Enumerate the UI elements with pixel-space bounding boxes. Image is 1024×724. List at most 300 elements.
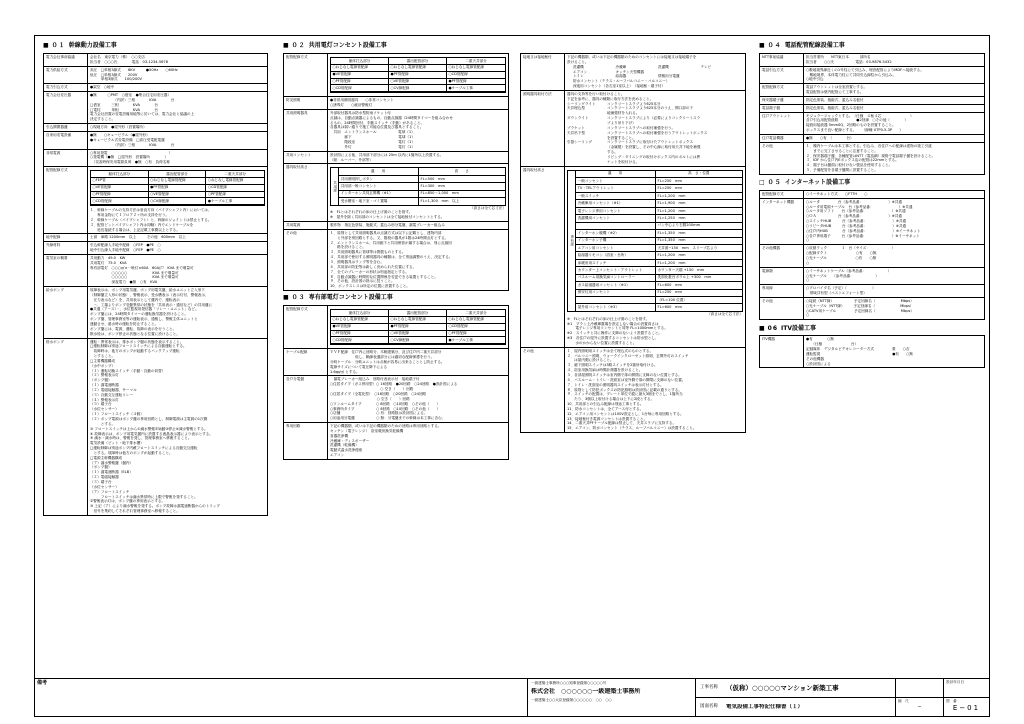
appliance-item: 洗濯機 [658,64,669,69]
spec-line: ○ＯＡ 台（参考品番： ）※共通 [806,214,902,219]
drawing-sheet [34,35,990,717]
height-item: 共用部一般コンセント [339,183,419,189]
height-value: FL=1,350 mm [657,238,686,243]
spec-value [88,132,267,149]
grid-cell: ○ねじなし電線管配線 [331,317,389,324]
spec-note: ※3 各住戸の屋外に設置するコンセントは防水型とし、 [567,336,659,341]
spec-line: 15．エアコン、防水コンセント（テラス、ルーフバルコニー）は設置すること。 [567,426,697,431]
grid-cell: ○PF管配線 [447,331,505,338]
office-registration: 一級建築士事務所○○○知事登録第○○○○○号 [531,681,607,685]
spec-value [88,124,267,131]
spec-label: ケーブル配線 [284,349,328,375]
spec-line: 引込幹配線人手地中配線 ○FEP ●PE ○ [90,243,161,248]
spec-row [44,123,267,131]
spec-value [88,242,267,254]
spec-row [44,233,267,241]
spec-value [804,84,984,96]
spec-row [760,96,984,104]
column-4 [759,42,985,368]
height-item: 冷蔵庫用コンセント（※1） [576,200,656,206]
spec-value [88,92,267,123]
appliance-item: トイレ [573,74,584,79]
spec-note: ※2 スイッチと共に操作に支障のないよう設置すること。 [567,331,662,336]
section-06-table [759,335,985,368]
height-value: FL=1,200 mm [657,253,686,258]
spec-row [284,163,508,221]
spec-label: 接地又は接地極付 [521,54,565,90]
grid-header: 躯体打込部分 [331,310,389,317]
grid-cell: ○ねじなし電線管配線 [389,65,447,72]
spec-label: 共用照明器具 [284,110,328,151]
fixture-type: 天井埋込型 [567,106,585,111]
spec-line: ○ 空き（ ）回路 [330,387,414,392]
section-04-table [759,53,985,175]
height-row [576,266,742,273]
spec-line: ○ 空き（ ）回路 [330,396,410,401]
height-value: FL=250 mm [657,178,683,183]
spec-row [44,286,267,337]
spec-label: 照明器具取付方法 [521,91,565,166]
spec-row [44,91,267,123]
spec-line: ７．トイレ・洗面室の照明器具スイッチは表示灯付とする。 [567,382,664,387]
spec-line: 記録媒体 デジタルビデオレコーダー方式 要 ○否 [806,346,910,351]
height-item: 保安灯用コンセント [576,290,656,296]
grid-header: 露出配管部分 [389,310,447,317]
spec-line: ○事務所タイプ ○ 8回路 ○10回路 ○その他（ ） [330,406,441,411]
spec-line: 冷蔵庫・ディスポーザー [330,438,370,443]
spec-line: （ポンプ盤） [90,378,112,383]
spec-line: （５）端子台 [90,402,112,407]
spec-line: １．屋内照明用スイッチは全て埋込式のものとする。 [567,348,654,353]
spec-line: エアコン [330,453,345,458]
spec-value [804,97,984,104]
spec-line: １．棟内ケーブルは本工事とする。引込み、各住戸への配線は建物の竣工引渡 [806,143,932,148]
spec-line: ８．自動点滅器に時間的な位置関係を変更できる装置とすること。 [330,274,438,279]
spec-line: （３）自動交互運転リレー [90,392,134,397]
height-row [576,214,742,221]
project-label: 工事名称 [700,684,718,690]
spec-line: 敷地境界、本体電力柱にて共同引込線柱から引込み。 [806,72,897,77]
architect-registration: 一級建築士○○大臣登録第○○○○○○ ○○ ○○ [531,697,612,702]
spec-value [328,222,508,229]
spec-label: 配管配線方式 [760,191,804,198]
grid-cell: ○VE管配線 [389,79,447,86]
spec-value [565,54,745,90]
grid-cell: ○PF管配線 [331,331,389,338]
spec-row [284,348,508,375]
spec-line: ④ 故障表示は、ポンプ用電気盤内に設置する液晶表示器により表示とする。 [90,431,213,436]
spec-line: 階段室 電灯（1） [330,139,415,144]
spec-line: 洗濯機（乾燥機） [330,443,359,448]
spec-value [88,150,267,167]
spec-line: （除：ルーバー、外部等） [330,157,373,162]
appliance-item: テレビ [700,64,712,69]
height-table [567,170,743,312]
spec-line: フロートスイッチは満水異常時に上限で警報を発すること。 [90,494,198,499]
fixture-method: を設置すること。 [607,135,636,140]
spec-row [44,338,267,515]
spec-line: ●非常用照明器具 ○非常コンセント [330,98,394,103]
fixture-type: 引掛シーリング [567,140,593,145]
spec-line: 高圧 □単相3線式 6KV ●50Hz ○60Hz [90,67,178,72]
spec-label: その他 [760,298,804,319]
spec-line: 下記を参考に、器具の種類に取付方法を決めること。 [567,96,654,101]
square-mark-icon: ■ [759,324,765,332]
spec-line: （内訳）三相 KVA 台 [90,97,175,102]
spec-value [804,105,984,112]
spec-line: 電話配管は壁内配管にて工事する。 [806,90,864,95]
spec-label: 配管配線方式 [284,54,328,96]
spec-row [760,142,984,174]
spec-row [760,297,984,319]
spec-line: ６．共用部の防犯等は新しく決められた位置にする。 [330,264,417,269]
spec-value [565,91,745,166]
height-value: FL=250 mm [657,290,683,295]
spec-label: 地中配線 [44,234,88,241]
spec-line: 故障時は、他方のポンプが起動するバックアップ運転 [90,349,180,354]
height-item: 電子レンジ専用コンセント [576,208,656,214]
spec-line: 製作物 指定色塗装、施錠式、蓋込み形分電盤、漏電ブレーカー組込み [330,223,445,228]
spec-line: 外灯 電灯（1） [330,144,415,149]
height-row [576,289,742,296]
spec-line: 土被 車路 1200mm 以上 その他 600mm 以上 [90,235,186,240]
height-header-row [576,171,742,177]
fixture-method: コンクリートスラブより625本分のうえ、開口部の下 [607,106,694,111]
spec-label: 電線類 [760,268,804,285]
grid-cell: ○ねじなし電線管配線 [206,178,264,185]
spec-label: 電力引込方式 [44,84,88,91]
wiring-method-grid [330,57,506,93]
height-note: （高さは全て芯寸法） [470,205,506,210]
spec-line: ○住居タイプ（ガス併用型）○ 16回路 ●20回路 ○24回路 ●設計図による [330,382,458,387]
grid-header: 露出配管部分 [149,171,207,178]
spec-line: 故障表示は、ポンプ用電気盤、ポンプ用電気盤、給水ユニット立入形下 [90,288,205,293]
fixture-method: ブより吊り下げ） [607,120,636,125]
spec-line: （水中ポンプ） [90,363,116,368]
grid-header: 二重天井部分 [447,310,505,317]
height-row [576,207,742,214]
title-block [35,678,989,716]
spec-line: 指定色塗装、施錠式、蓋込み名板付 [806,97,864,102]
height-value: FL=1,350 mm [657,230,686,235]
height-item [576,223,656,229]
project-name: （仮称）○○○○○マンション新築工事 [726,683,839,692]
grid-header: 二重天井部分 [206,171,264,178]
spec-line: と外部を別回路とする。又、階段の器具が1階は24時間点灯とする。 [330,235,449,240]
spec-row [760,83,984,96]
spec-row [284,54,508,96]
section-05-table [759,190,985,320]
spec-value [565,348,745,432]
appliance-item: 洗濯機 [573,64,584,69]
spec-line: 器具の支持等を行い取付けること。 [567,91,625,96]
spec-value [88,339,267,515]
height-value: FL=850～1,000 mm [420,191,459,196]
spec-row [521,54,745,90]
spec-line: 〜、工場よりポンプ変動異常の状態を「共用表示・通信など）の共用盤に [90,302,213,307]
grid-cell: ○CV線配線 [389,85,447,92]
spec-value [328,376,508,422]
spec-line: は屋内側に設けること。 [567,358,614,363]
spec-value [88,67,267,84]
height-row [576,222,742,229]
spec-line: （内訳）三相 KVA 台 [90,142,175,147]
section-01-table [43,53,268,516]
spec-line: その他機器 [806,356,824,361]
spec-label: 電力供給方式 [44,67,88,84]
remarks-label: 備考 [37,680,48,686]
spec-label: NTT事前協議 [760,54,804,66]
spec-value [88,54,267,66]
spec-line: ＶＶＦ配線 住戸内に回路分、木軸建築分、及び住戸内二重天井部分 [330,350,442,355]
spec-label: 住戸アウトレット [760,113,804,134]
spec-line: （２）ポンプ電源はポンプ盤の専用回路とし、制御電源は主電源の1次側 [90,417,208,421]
spec-value [804,199,984,245]
spec-label: 各戸分電盤 [284,376,328,422]
height-value: FL=1,200 mm [657,193,686,198]
spec-line: 電気設備（ビット・地下排水槽） [90,441,144,446]
height-row [576,281,742,288]
grid-cell: ○CD管配線 [331,337,389,344]
spec-label: 電話端子盤 [760,105,804,112]
height-row [576,251,742,258]
spec-line: ○地中引込 [806,77,824,82]
height-table [330,167,506,205]
spec-label: 電話引込方式 [760,67,804,84]
spec-label: 器具取付高さ [284,164,328,221]
spec-row [44,241,267,254]
spec-line: ３．廊下照明スイッチは3路スイッチを2箇所取付ける。 [567,363,658,368]
height-item: 共用照明押しボタン [339,176,419,182]
spec-label: 防災照明 [284,97,328,109]
height-item: TV・TELアウトレット [576,185,656,191]
spec-line: 下記の機器類、或いは下記の機器類のための回路は専用回路とする。 [330,424,442,429]
scale-label: 縮 尺 [898,699,909,703]
spec-line: 各器具は弱い通りで施工可能な位置及び器具とすること。 [330,125,424,130]
grid-cell: ○CD管配線 [91,198,149,205]
spec-line: までに完了させることに注意すること。 [806,148,878,153]
fixture-row [567,160,743,165]
spec-line: ○設計図による [806,361,831,366]
grid-cell: ○CD管配線 [331,85,389,92]
spec-line: ●無 ○有 （ 台） [806,135,854,140]
height-item: エアコン用コンセント [576,245,656,251]
spec-line: ⑤ 満水・減水時は、警報を発し、管理事務室へ移報すること。 [90,436,192,441]
spec-line: ○○○○○ KVA まで増量可 [90,275,179,280]
height-item: 屋外用コンセント（※3） [576,304,656,310]
spec-line: 共用電灯 75.0 KVA [90,260,127,265]
spec-line: ○誘導灯 ○統計警報灯 [330,103,373,108]
spec-line: ○リピータHUB 台（参考品番： ）※共通 [806,223,907,228]
spec-value [88,234,267,241]
spec-value [804,245,984,266]
spec-line: （１）漏電遮断器 [90,383,119,388]
spec-row [760,134,984,142]
spec-line: ●無 ○キュービクル（●屋外形） [90,132,150,137]
grid-cell: ●ケーブル工事 [447,85,505,92]
spec-value [804,135,984,142]
spec-line: ２．エントランスホール、共用廊下と共用保管が属する場合は、別に点滅回 [330,240,452,245]
grid-cell: ●PF管配線 [389,324,447,331]
grid-cell: ●VE管配線 [331,72,389,79]
square-mark-icon: ■ [283,294,289,302]
spec-line: ○ [806,238,810,243]
spec-line: ８．原則として防犯ボックスの防犯照明は設計図に記載の通りとする。 [567,387,682,392]
spec-line: ○光ケーブル （参考品番： ） [806,273,879,278]
fixture-type: シーリングライト [567,101,596,106]
height-item: 床暖房用スイッチ [576,260,656,266]
spec-line: ６．バスルーム・トイレ・洗面室は室外側で扉の開閉に支障のない位置。 [567,377,686,382]
spec-value [328,97,508,109]
height-item [576,297,656,303]
spec-line: ●無 ○PMT ○借室 ●集合住宅用変圧器） [90,93,172,98]
spec-value [328,164,508,221]
grid-header: 二重天井部分 [447,58,505,65]
spec-row [760,191,984,198]
spec-line: 帯域共有型（ベストエフォート型） [806,291,867,296]
spec-line: ４．共用部で使用する照明器具の種類は、全て別途調整のうえ、決定する。 [330,255,453,260]
grid-cell: ●ケーブル工事 [447,337,505,344]
wiring-method-grid [330,309,506,345]
spec-value [88,84,267,91]
spec-row [44,131,267,149]
spec-row [760,54,984,66]
fixture-method: （金属製）を設置し、その中心線に取付用天井下地を補強 [607,145,701,150]
spec-label: 住戸電話機器 [760,135,804,142]
spec-value [328,110,508,151]
spec-line: モジュラージャックとする。（仕様 ４極４芯 ） [806,113,914,118]
spec-line: □運転制御は別途ポンプ内蔵フロートスイッチによる自動交互運転 [90,446,198,451]
spec-line: ○接続（NTT線） 予定回線名（ Mbps） [806,298,914,303]
appliance-item: 深夜用コンセント（各衣室1室以上） （接地極・端子付） [573,84,666,89]
spec-line: 廊下 電球（1） [330,135,415,140]
spec-line: ○ルータ 台（参考品番： ）※共通 [806,199,902,204]
spec-value [328,54,508,96]
grid-header: 躯体打込部分 [91,171,149,178]
spec-line: とすること。 [90,354,116,359]
fixture-method: ナットを取付ける。 [607,159,640,164]
height-item: ガス給湯器用コンセント（※1） [576,282,656,288]
grid-cell: ○PF管配線 [331,79,389,86]
section-02-title: ■ ０２ 共用電灯コンセント設備工事 [283,42,387,50]
appliance-item: 給湯器 [615,74,627,79]
spec-line: （災害時保安用電源負荷 ●無 ○有 負荷名称 [90,160,170,165]
spec-row [284,306,508,348]
grid-cell: ○ねじなし電線管配線 [149,178,207,185]
spec-row [284,109,508,151]
spec-note: １．幹線ケーブルの支持方法は垂直方向（パイプシャフト内）においては、 [90,208,212,213]
spec-line: （２）電磁接触器 [90,475,119,480]
spec-line: 1.6㎜/㎡ とする。 [330,369,360,374]
fixture-method: コンクリートスラブにより（必要によりコンクリートスラ [607,116,701,121]
height-item: 受水槽室・地下室・ゴミ置場 [339,198,419,204]
spec-note: 決定すること。 [90,117,116,122]
height-row [339,197,505,204]
height-row [576,229,742,236]
date-label: 設計年月日 [946,680,964,684]
spec-line: ２．保安器端子盤、各種配管はNTT（電話網）規格で電話端子盤を設けること。 [806,153,936,158]
appliance-item: 情報用分電盤 [658,74,680,79]
spec-line: （ア）漏水警報盤（盤内） [90,460,134,465]
spec-row [44,66,267,84]
spec-line: ２．バルコニー照明、ウォークインクローゼット照明、玄関外灯のスイッチ [567,353,689,358]
spec-line: 電線サイズについて電圧降下による [330,364,388,369]
spec-line: 設けること。 [567,59,589,64]
spec-line: 圧力表示など）を、共用表示として盤内で、運転表示 [90,297,180,302]
grid-cell: ○VE管配線 [91,185,149,192]
height-item: 給湯器リモコン（浴室・台所） [576,252,656,258]
spec-row [44,54,267,66]
spec-row [521,90,745,166]
spec-line: ５．各部屋照明スイッチは室内側で扉の開閉に支障のない位置とする。 [567,373,682,377]
grid-cell: ●PF管配線 [149,185,207,192]
spec-line: ○CATV用ケーブル 予定回線名（ Mbps） [806,308,914,313]
spec-row [284,221,508,229]
spec-line: ９．その他、設計図の指示に従うこと。 [330,279,395,284]
spec-line: るもの、24時間回付、手動スイッチ（手動）があること。 [330,120,425,125]
spec-value [804,336,984,367]
fixture-type: 天井吊下型 [567,130,585,135]
spec-line: ポンプ盤、管理事務室等の運転表示、通報し、警報主体ユニットと [90,317,198,322]
spec-label: 排水ポンプ [44,339,88,515]
height-side-label: 専有部 [567,170,575,312]
spec-line: ○イーサネットケーブル（参考品番： ） [806,268,892,273]
spec-line: ９．スイッチの配置は、プレート単位で縦に最大3個までとし、1箇所当 [567,392,683,397]
spec-row [44,83,267,91]
column-1 [43,42,268,516]
spec-label: その他 [284,230,328,290]
spec-line: 散水栓は、ポンプ停止の状態となる位置に設けること。 [90,331,180,336]
spec-value [565,167,745,347]
spec-line: ○用途用分電盤 ○ 無：分電盤までの幹線は本工事に含む。 [330,416,446,421]
spec-line: 10．共用部との引込み配線は別途工事とする。 [567,402,644,407]
height-item: 洗濯機用コンセント [576,215,656,221]
spec-label: インターネット機器 [760,199,804,245]
spec-line: 下記の機器類、或いは下記の機器類のためのコンセントには接地又は接地端子を [567,55,697,59]
height-item: 一般スイッチ [576,193,656,199]
height-value: パン中心より右側200mm [657,223,701,228]
spec-line: 設計図による他、共用部下部分には 25m 以内に1箇所以上設置する。 [330,152,444,157]
spec-line: ○光ケーブル ○有 ○無 [806,256,877,260]
column-3 [520,53,746,433]
spec-note: ３．配管ピットパイプシャフト内は同軸）内でエンドケーブルを [90,222,194,227]
spec-line: ●共通（アース）・、水位監視用発信器「リレー・ユニット」など。 [90,307,199,312]
spec-line: キッチン（電子レンジ） 浴室暖房換気乾燥機 [330,428,404,433]
appliance-item: エアコン [573,69,588,74]
open-square-mark-icon: □ [759,179,765,187]
grid-cell: ○VE管配線 [389,331,447,338]
appliance-item [717,84,743,89]
spec-line: ②警報表示灯は、ポンプ盤の専用表示とする。 [90,499,166,504]
number-value: E−01 [952,703,981,712]
height-item: バスルーム用換気扇コントローラー [576,275,656,281]
spec-value [328,152,508,164]
spec-row [521,347,745,432]
height-row [576,192,742,199]
drawing-label: 図面名称 [700,704,718,710]
spec-label: 配管配線方式 [44,167,88,233]
height-item: カウンター上コンセント・アウトレット [576,267,656,273]
grid-header: 露出配管部分 [389,58,447,65]
spec-line: 低し、軸線表通部分には適切な配線保護を行う。 [330,355,435,360]
spec-line: ４．端子台は盤面に取付けない製品を使用すること。 [806,163,893,168]
height-item: インターホン子機 [576,238,656,244]
spec-row [760,284,984,297]
spec-line: 運転・異常表示は、排水ポンプ盤の状態を表示すること。 [90,339,184,344]
spec-line: 信号を集約してそれぞれ管理事務室へ移報すること。 [90,509,180,514]
spec-line: （３）端子台 [90,479,112,484]
fixture-method: する。 [607,150,618,155]
